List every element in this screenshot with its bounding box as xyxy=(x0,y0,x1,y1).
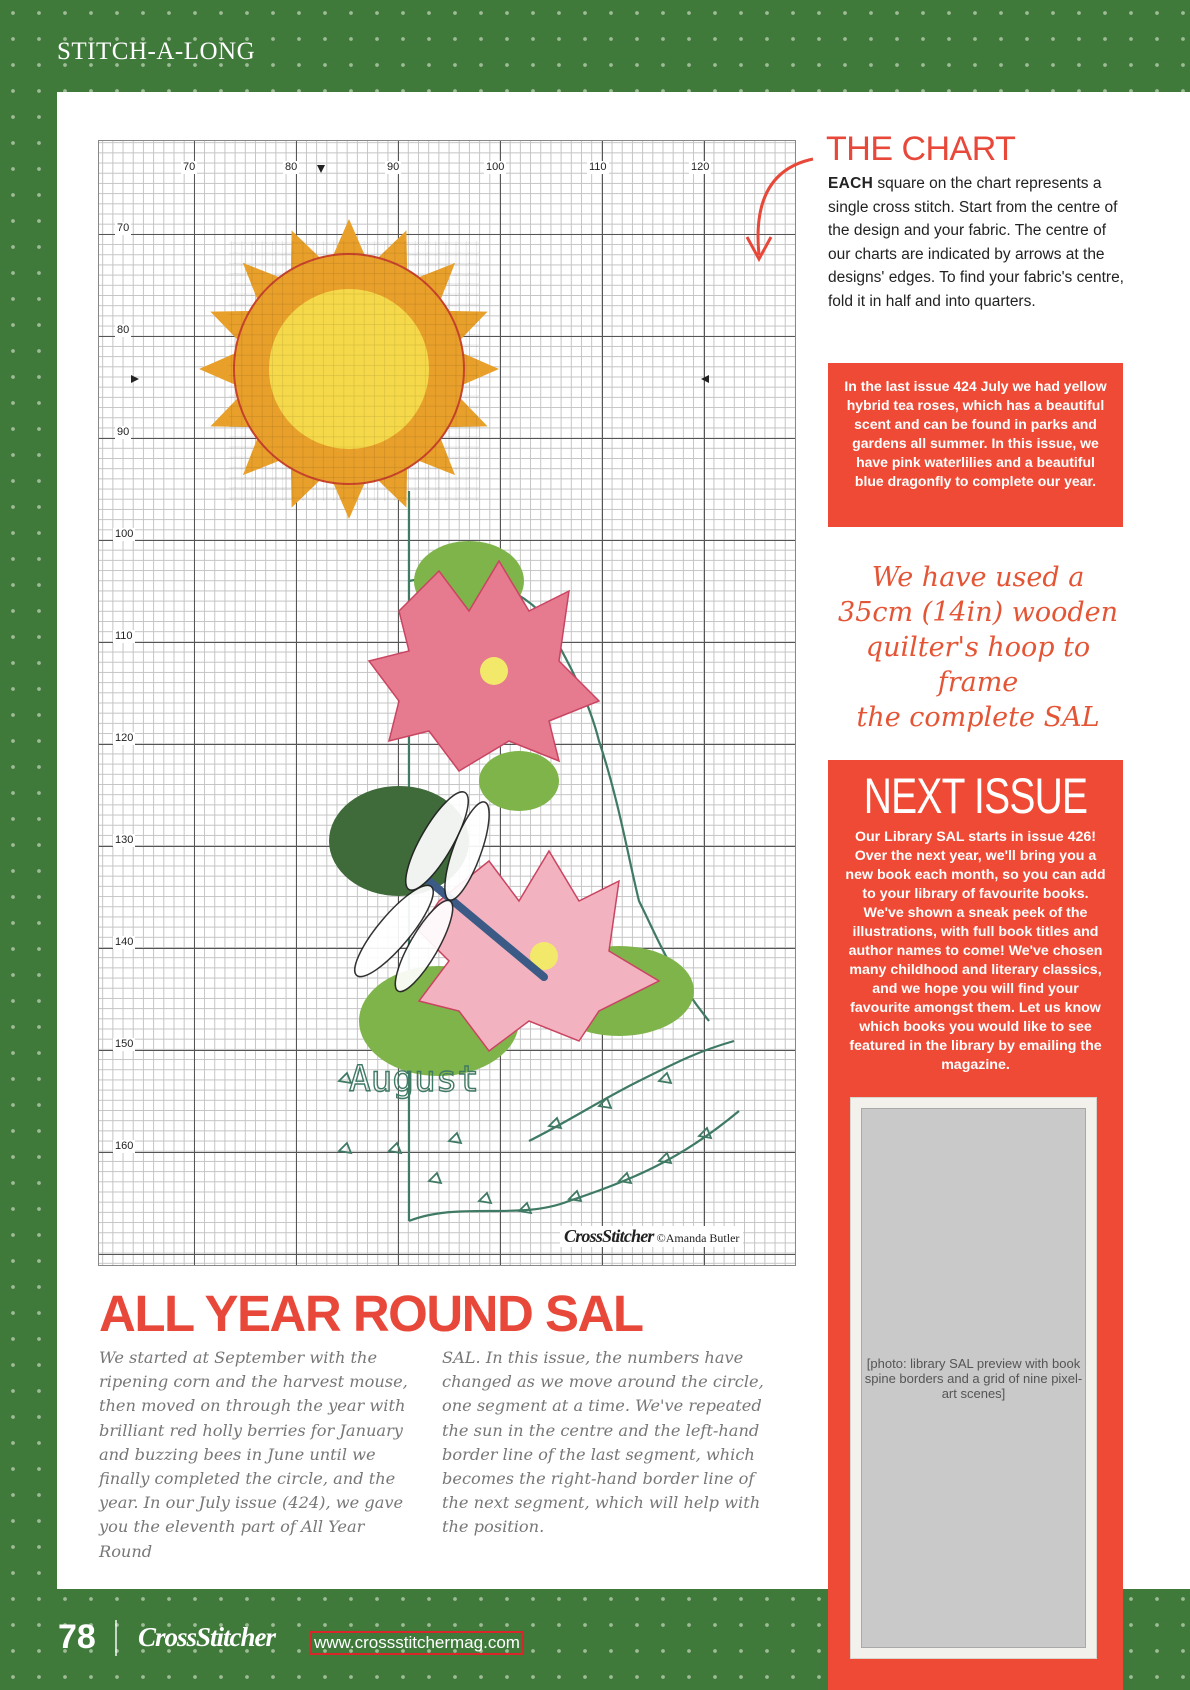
the-chart-text xyxy=(828,172,1128,313)
article-title: ALL YEAR ROUND SAL xyxy=(99,1285,643,1342)
vine-leaf xyxy=(519,1203,531,1213)
next-issue-title: NEXT ISSUE xyxy=(863,768,1088,824)
previous-issue-box xyxy=(828,363,1123,527)
copyright-text: ©Amanda Butler xyxy=(656,1231,740,1245)
website-link[interactable]: www.crossstitchermag.com xyxy=(310,1631,524,1655)
chart-column-label: 110 xyxy=(589,161,607,173)
vine-leaf xyxy=(479,1193,491,1203)
vine-leaf xyxy=(549,1118,561,1128)
footer-divider xyxy=(115,1620,117,1656)
vine-leaf xyxy=(619,1173,631,1183)
chart-row-label: 80 xyxy=(117,324,130,336)
chart-row-label: 150 xyxy=(115,1038,134,1050)
chart-column-label: 120 xyxy=(691,161,710,173)
footer-logo: CrossStitcher xyxy=(138,1622,276,1652)
the-chart-heading: THE CHART xyxy=(826,130,1016,168)
vine-leaf xyxy=(569,1191,581,1201)
vine-leaf xyxy=(599,1098,611,1108)
copyright-brand: CrossStitcher xyxy=(564,1226,654,1246)
centre-arrow-left xyxy=(131,375,139,383)
vine-leaf xyxy=(339,1143,351,1153)
page-number: 78 xyxy=(58,1618,96,1656)
chart-column-label: 90 xyxy=(387,161,400,173)
water-lily-upper xyxy=(369,561,599,771)
month-label: August xyxy=(349,1059,480,1100)
vine-leaf xyxy=(449,1133,461,1143)
hoop-note-line: 35cm (14in) wooden xyxy=(838,597,1118,628)
library-sal-preview xyxy=(850,1097,1097,1659)
article-column-1: We started at September with the ripening corn and the harvest mouse, then moved on through the year with brilliant red holly berries for January and buzzing bees in June until we finally completed the circle, and the year. In our July issue (424), we gave you the eleventh part of All Year Round xyxy=(99,1348,408,1561)
chart-row-label: 140 xyxy=(115,936,134,948)
vine-leaf xyxy=(699,1128,711,1138)
chart-column-label: 80 xyxy=(285,161,298,173)
previous-issue-text: In the last issue 424 July we had yellow hybrid tea roses, which has a beautiful scent and can be found in parks and gardens all summer. In this issue, we have pink waterlilies and a beautiful blue dragonfly to complete our year. xyxy=(844,378,1107,489)
curved-arrow-icon xyxy=(735,155,817,267)
stitch-chart xyxy=(98,140,796,1266)
the-chart-lead: EACH xyxy=(828,175,874,192)
library-preview-label: [photo: library SAL preview with book spine borders and a grid of nine pixel-art scenes] xyxy=(864,1355,1083,1401)
vine-leaf xyxy=(389,1143,401,1153)
chart-row-label: 160 xyxy=(115,1140,134,1152)
sun-motif xyxy=(199,219,499,519)
chart-column-label: 100 xyxy=(486,161,505,173)
hoop-note-line: the complete SAL xyxy=(856,702,1100,733)
next-issue-text: Our Library SAL starts in issue 426! Over the next year, we'll bring you a new book each month, so you can add to your library of favourite books. We've shown a sneak peek of the illustrations, with full book titles and author names to come! We've chosen many childhood and literary classics, and we hope you will find your favourite amongst them. Let us know which books you would like to see featured in the library by emailing the magazine. xyxy=(845,829,1106,1073)
chart-row-label: 70 xyxy=(117,222,130,234)
chart-row-label: 100 xyxy=(115,528,134,540)
chart-row-label: 90 xyxy=(117,426,130,438)
chart-copyright xyxy=(560,1226,743,1247)
library-preview-image xyxy=(861,1108,1086,1648)
hoop-note xyxy=(822,560,1134,735)
section-label: STITCH-A-LONG xyxy=(57,38,256,65)
vine-leaf xyxy=(659,1073,671,1083)
centre-arrow-top xyxy=(317,165,325,173)
chart-row-label: 130 xyxy=(115,834,134,846)
the-chart-body: square on the chart represents a single cross stitch. Start from the centre of the design and your fabric. The centre of our charts are indicated by arrows at the designs' edges. To find your fabric's centre, fold it in half and into quarters. xyxy=(828,175,1124,310)
hoop-note-line: We have used a xyxy=(871,562,1085,593)
vine-leaf xyxy=(429,1173,441,1183)
vine-leaf xyxy=(659,1153,671,1163)
article-column-2: SAL. In this issue, the numbers have changed as we move around the circle, one segment at a time. We've repeated the sun in the centre and the left-hand border line of the last segment, which becomes the right-hand border line of the next segment, which will help with the position. xyxy=(442,1348,764,1537)
chart-artwork xyxy=(99,141,795,1265)
chart-column-label: 70 xyxy=(183,161,196,173)
chart-row-label: 120 xyxy=(115,732,134,744)
chart-row-label: 110 xyxy=(115,630,133,642)
hoop-note-line: quilter's hoop to frame xyxy=(865,632,1091,698)
centre-arrow-right xyxy=(701,375,709,383)
